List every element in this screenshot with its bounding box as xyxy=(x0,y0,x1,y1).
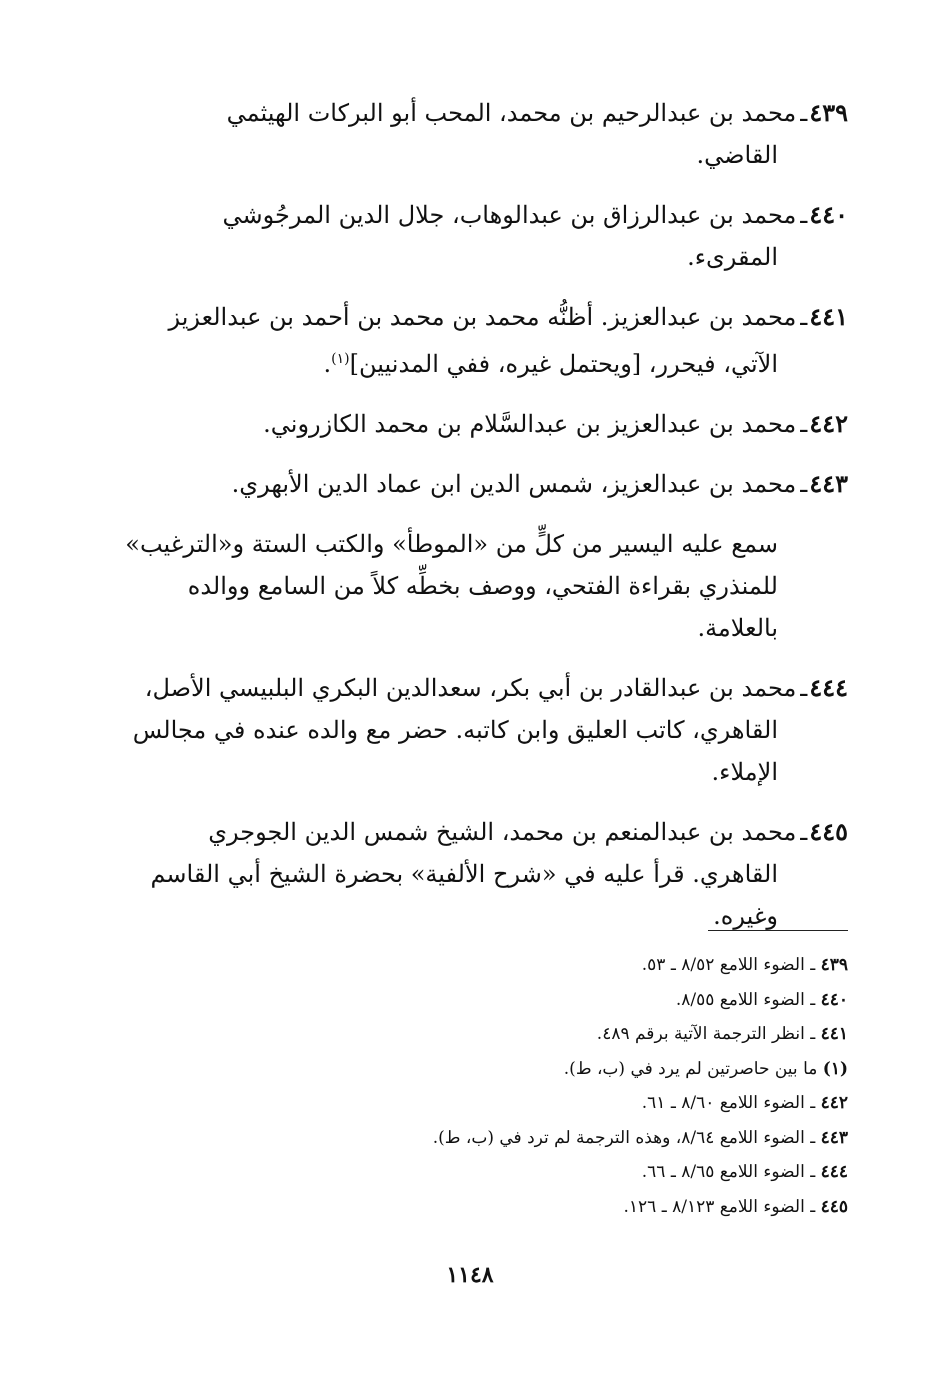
entry-dash: ـ xyxy=(800,818,808,846)
footnote-text: ـ الضوء اللامع ٨/١٢٣ ـ ١٢٦. xyxy=(623,1196,816,1217)
entry-number: ٤٤٣ xyxy=(809,469,848,498)
entry-443 xyxy=(88,463,848,505)
entry-dash: ـ xyxy=(800,201,808,229)
entry-text: محمد بن عبدالقادر بن أبي بكر، سعدالدين البكري البلبيسي الأصل، xyxy=(144,674,797,702)
entry-text-cont: المقرىء. xyxy=(687,243,778,271)
footnote xyxy=(88,1052,848,1087)
entry-441 xyxy=(88,296,848,385)
footnote-text: ـ انظر الترجمة الآتية برقم ٤٨٩. xyxy=(596,1024,816,1044)
entry-text-cont: وغيره. xyxy=(713,902,778,930)
entry-444 xyxy=(88,667,848,793)
entry-439 xyxy=(88,92,848,176)
footnote-text: ـ الضوء اللامع ٨/٥٢ ـ ٥٣. xyxy=(641,955,816,975)
entry-443-paragraph xyxy=(88,523,848,649)
paragraph-line: بالعلامة. xyxy=(697,614,778,642)
paragraph-line: سمع عليه اليسير من كلٍّ من «الموطأ» والكتب الستة و«الترغيب» xyxy=(125,530,778,558)
entry-number: ٤٤٢ xyxy=(809,409,848,438)
paragraph-line: للمنذري بقراءة الفتحي، ووصف بخطِّه كلاً من السامع ووالده xyxy=(187,572,778,600)
entry-text: محمد بن عبدالعزيز. أظنُّه محمد بن محمد بن أحمد بن عبدالعزيز xyxy=(168,303,797,331)
entry-dash: ـ xyxy=(800,99,808,127)
entry-440 xyxy=(88,194,848,278)
footnote-number: ٤٤٠ xyxy=(820,989,848,1010)
page-number: ١١٤٨ xyxy=(446,1262,494,1288)
footnote-number: ٤٤٢ xyxy=(820,1093,848,1113)
footnote xyxy=(88,1017,848,1052)
footnote-number: ٤٤٥ xyxy=(820,1196,848,1217)
footnote xyxy=(88,1155,848,1190)
entry-number: ٤٤٠ xyxy=(809,200,848,229)
footnote xyxy=(88,1121,848,1156)
entry-number: ٤٤١ xyxy=(809,302,848,331)
footnote xyxy=(88,1190,848,1225)
entry-text: محمد بن عبدالعزيز بن عبدالسَّلام بن محمد الكازروني. xyxy=(263,410,797,438)
footnote-number: (١) xyxy=(822,1058,848,1079)
footnote-text: ـ الضوء اللامع ٨/٦٤، وهذه الترجمة لم ترد في (ب، ط). xyxy=(432,1127,816,1148)
entry-dash: ـ xyxy=(800,470,808,498)
main-text xyxy=(88,92,848,955)
footnotes xyxy=(88,948,848,1224)
entry-number: ٤٤٤ xyxy=(809,673,848,702)
entry-442 xyxy=(88,403,848,445)
footnote-divider xyxy=(708,930,848,931)
footnote xyxy=(88,983,848,1018)
footnote xyxy=(88,948,848,983)
entry-text: محمد بن عبدالمنعم بن محمد، الشيخ شمس الدين الجوجري xyxy=(208,818,797,846)
entry-number: ٤٤٥ xyxy=(809,817,848,846)
entry-dash: ـ xyxy=(800,303,808,331)
footnote-text: ـ الضوء اللامع ٨/٥٥. xyxy=(675,989,816,1010)
footnote xyxy=(88,1086,848,1121)
footnote-text: ـ الضوء اللامع ٨/٦٠ ـ ٦١. xyxy=(641,1093,816,1113)
entry-number: ٤٣٩ xyxy=(809,98,848,127)
entry-445 xyxy=(88,811,848,937)
footnote-number: ٤٤٤ xyxy=(820,1162,848,1182)
entry-dash: ـ xyxy=(800,410,808,438)
footnote-text: ـ الضوء اللامع ٨/٦٥ ـ ٦٦. xyxy=(641,1162,816,1182)
entry-text-end: . xyxy=(323,350,332,378)
entry-text-cont: القاهري، كاتب العليق وابن كاتبه. حضر مع والده عنده في مجالس xyxy=(132,716,778,744)
footnote-number: ٤٣٩ xyxy=(820,955,848,975)
entry-text-cont xyxy=(88,338,848,385)
entry-text-part: الآتي، فيحرر، [ويحتمل غيره، ففي المدنيين] xyxy=(349,350,778,378)
footnote-text: ما بين حاصرتين لم يرد في (ب، ط). xyxy=(563,1058,818,1079)
footnote-marker: (١) xyxy=(331,351,350,367)
footnote-number: ٤٤١ xyxy=(820,1024,848,1044)
entry-dash: ـ xyxy=(800,674,808,702)
entry-text: محمد بن عبدالعزيز، شمس الدين ابن عماد الدين الأبهري. xyxy=(231,470,797,498)
footnote-number: ٤٤٣ xyxy=(820,1127,848,1148)
entry-text-cont: القاهري. قرأ عليه في «شرح الألفية» بحضرة الشيخ أبي القاسم xyxy=(150,860,778,888)
entry-text-cont: القاضي. xyxy=(696,141,778,169)
entry-text: محمد بن عبدالرحيم بن محمد، المحب أبو البركات الهيثمي xyxy=(226,99,797,127)
entry-text: محمد بن عبدالرزاق بن عبدالوهاب، جلال الدين المرجُوشي xyxy=(222,201,797,229)
entry-text-cont: الإملاء. xyxy=(711,758,778,786)
